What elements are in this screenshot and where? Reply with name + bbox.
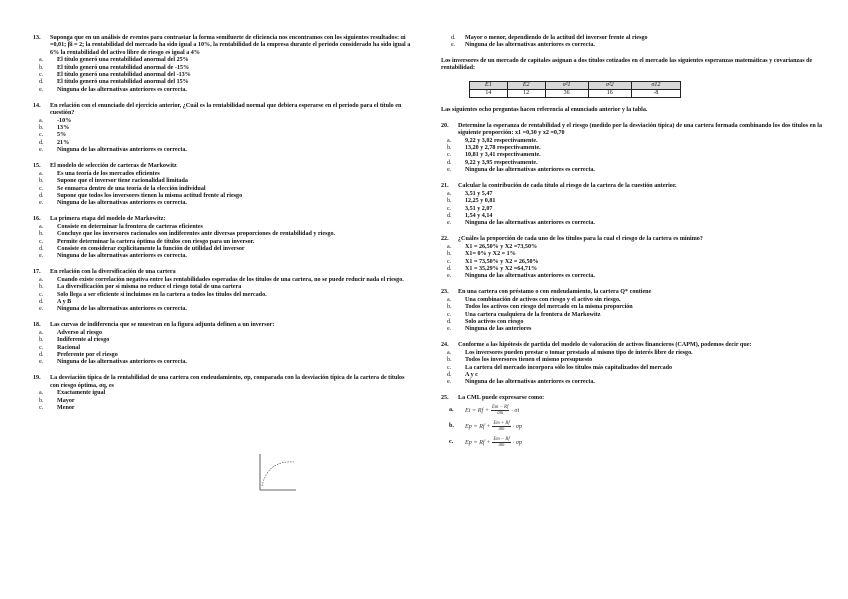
option-text: Ninguna de las alternativas anteriores es correcta. [465,273,595,280]
right-questions [441,123,827,387]
answer-option [441,160,827,167]
option-text: El título generó una rentabilidad anormal del 25% [57,57,189,64]
answer-option [441,191,827,198]
formula-fraction [492,421,510,432]
option-text: Consiste en considerar explícitamente la función de utilidad del inversor [57,245,245,252]
answer-option [33,398,415,405]
answer-option [33,352,415,359]
option-letter: c. [39,291,44,298]
option-text: Ninguna de las anteriores [465,326,532,333]
answer-option [441,152,827,159]
option-text: 3,51 y 5,47 [465,190,493,197]
answer-option [33,186,415,193]
answer-option [33,118,415,125]
answer-option [33,405,415,412]
answer-option [33,246,415,253]
option-letter: e. [447,220,452,227]
question-24 [441,342,827,386]
question-number: 21. [441,183,449,190]
option-text: Los inversores pueden prestar o tomar prestado al mismo tipo de interés libre de riesgo. [465,349,693,356]
option-letter: a. [447,349,452,356]
option-letter: e. [39,253,44,260]
question-21 [441,183,827,227]
table-header-cell: σ²2 [588,81,631,89]
option-letter: a. [39,223,44,230]
table-value-cell: 36 [545,90,588,98]
answer-option [33,330,415,337]
option-letter: b. [39,178,44,185]
answer-option [441,259,827,266]
answer-option [33,132,415,139]
answer-option [33,224,415,231]
option-letter: d. [39,139,44,146]
answer-option [33,72,415,79]
formula-tail: · σp [512,439,522,447]
option-letter: e. [39,306,44,313]
option-letter: d. [451,35,456,41]
option-text: 3,51 y 2,07 [465,205,493,212]
question-line [441,342,827,349]
option-letter: e. [447,379,452,386]
option-letter: a. [447,243,452,250]
question-number: 25. [441,395,449,402]
option-letter: e. [451,42,456,49]
question-text: Determine la esperanza de rentabilidad y el riesgo (medido por la desviación típica) de una cartera formada combinando los dos títulos en la siguiente proporción: x1 =0,30 y x2 =0,70 [458,122,823,137]
option-letter: e. [39,200,44,207]
question-17 [33,269,415,313]
indifference-curve [262,462,294,486]
cml-formula-option [449,419,827,435]
cml-formulas [441,403,827,451]
intro-text: Los inversores de un mercado de capitales asignan a dos títulos cotizados en el mercado las siguientes esperanzas matemáticas y covarianzas de rentabilidad: [441,57,813,72]
option-text: Menor [57,405,75,412]
formula-lhs: Ep = Rf + [465,439,491,447]
answer-option [33,337,415,344]
option-letter: c. [447,205,452,212]
option-text: Ninguna de las alternativas anteriores es correcta. [57,147,187,154]
option-letter: c. [39,238,44,245]
option-text: Todos los activos con riesgo del mercado en la misma proporción [465,304,633,311]
option-letter: d. [447,265,452,272]
option-letter: b. [39,337,44,344]
option-text: Concluye que los inversores racionales son indiferentes ante diversas proporciones de rentabilidad y riesgo. [57,231,336,238]
option-letter: e. [447,326,452,333]
question-text: La CML puede expresarse como: [458,395,545,402]
option-text: 10,81 y 3,41 respectivamente. [465,152,541,159]
option-text: Mayor [57,397,75,404]
answer-option [441,357,827,364]
table-header-cell: σ12 [631,81,680,89]
option-text: Indiferente al riesgo [57,337,110,344]
answer-option [33,359,415,366]
answer-option [33,345,415,352]
option-text: Solo llega a ser eficiente si incluimos en la cartera a todos los títulos del mercado. [57,291,267,298]
option-text: Se enmarca dentro de una teoría de la elección individual [57,185,206,192]
option-letter: b. [447,145,452,152]
option-text: La diversificación por sí misma no reduce el riesgo total de una cartera [57,284,242,291]
option-letter: c. [447,152,452,159]
indifference-curve-figure [258,452,298,492]
question-line [441,123,827,138]
answer-option [441,326,827,333]
option-text: 12,25 y 0,81 [465,198,496,205]
question-number: 19. [33,375,41,382]
option-text: X1 = 35,29% y X2 =64,71% [465,265,538,272]
answer-option [441,365,827,372]
option-text: X1 = 26,50% y X2 =73,50% [465,243,538,250]
answer-option [441,297,827,304]
option-text: 21% [57,139,70,146]
question-number: 24. [441,342,449,349]
question-line [33,322,415,329]
q19-continued [441,35,827,50]
option-letter: c. [447,311,452,318]
option-letter: a. [39,276,44,283]
answer-option [33,253,415,260]
option-letter: a. [39,390,44,397]
answer-option [33,125,415,132]
option-text: Permite determinar la cartera óptima de títulos con riesgo para un inversor. [57,238,255,245]
option-letter: b. [447,304,452,311]
option-text: Todos los inversores tienen el mismo presupuesto [465,357,593,364]
question-15 [33,163,415,207]
question-number: 22. [441,236,449,243]
answer-option [441,244,827,251]
question-line [441,236,827,243]
option-text: A y B [57,298,72,305]
right-column [441,35,827,459]
option-text: Adverso al riesgo [57,329,103,336]
question-text: En relación con el enunciado del ejercicio anterior, ¿Cuál es la rentabilidad normal que debiera esperarse en el periodo para el título en cuestión? [50,102,402,117]
option-text: 13,20 y 2,78 respectivamente. [465,145,541,152]
question-line [441,289,827,296]
question-text: Suponga que en un análisis de eventos para contrastar la forma semifuerte de eficiencia nos encontramos con los siguientes resultados: αi =0,01; βi = 2; la rentabilidad del mercado ha sido igual a 10%, la rentabilidad de la empresa durante el periodo considerado ha sido igual a 6% la rentabilidad del activo libre de riesgo es igual a 4% [50,35,411,56]
fraction-denominator: σm [498,427,505,433]
option-text: Ninguna de las alternativas anteriores es correcta. [57,86,187,93]
formula-tail: · σp [512,423,522,431]
option-text: 9,22 y 3,95 respectivamente. [465,159,538,166]
answer-option [33,390,415,397]
question-13 [33,35,415,94]
option-letter: a. [39,329,44,336]
answer-option [33,171,415,178]
answer-option [33,306,415,313]
option-text: Ninguna de las alternativas anteriores es correcta. [465,220,595,227]
option-text: Es una teoría de los mercados eficientes [57,170,160,177]
option-letter: d. [39,352,44,358]
option-text: Mayor o menor, dependiendo de la actitud del inversor frente al riesgo [465,35,648,41]
option-text: Ninguna de las alternativas anteriores es correcta. [465,167,595,174]
answer-option [33,231,415,238]
answer-option [33,200,415,207]
option-letter: d. [39,298,44,305]
option-letter: d. [447,212,452,219]
option-letter: b. [447,251,452,258]
option-text: 1,54 y 4,14 [465,212,493,219]
answer-option [33,299,415,306]
option-letter: d. [447,159,452,166]
option-text: Cuando existe correlación negativa entre las rentabilidades esperadas de los títulos de una cartera, no se puede reducir nada el riesgo. [57,276,404,283]
question-line [33,163,415,170]
table-value-cell: 16 [588,90,631,98]
table-value-row [470,90,681,98]
option-letter: d. [447,372,452,378]
option-letter: a. [447,137,452,144]
option-text: Ninguna de las alternativas anteriores es correcta. [57,253,187,260]
question-number: 14. [33,102,41,109]
option-letter: b. [39,284,44,291]
option-letter: e. [39,147,44,154]
option-text: Ninguna de las alternativas anteriores es correcta. [57,359,187,366]
answer-option [441,379,827,386]
option-letter: d. [447,318,452,325]
option-text: Una combinación de activos con riesgo y el activo sin riesgo. [465,296,621,303]
option-letter: b. [39,397,44,404]
after-table-text: Las siguientes ocho preguntas hacen referencia al enunciado anterior y la tabla. [441,107,648,114]
answer-option [441,145,827,152]
table-header-cell: E1 [470,81,508,89]
question-line [441,183,827,190]
answer-option [33,193,415,200]
option-letter: b. [447,198,452,205]
option-letter: e. [447,167,452,174]
formula-expression [465,405,519,416]
option-text: Solo activos con riesgo [465,318,524,325]
option-letter: c. [447,258,452,265]
cml-formula-option [449,435,827,451]
option-letter: a. [447,296,452,303]
question-line [33,35,415,57]
table-header-cell: E2 [507,81,545,89]
option-letter: a. [449,407,454,414]
question-line [33,375,415,390]
option-text: Supone que el inversor tiene racionalidad limitada [57,178,188,185]
question-text: Las curvas de indiferencia que se muestran en la figura adjunta definen a un inversor: [50,322,275,329]
option-letter: e. [39,359,44,366]
question-number: 16. [33,216,41,223]
answer-option [441,42,827,49]
option-text: 9,22 y 3,02 respectivamente. [465,137,538,144]
formula-fraction [492,437,510,448]
option-letter: d. [39,192,44,199]
answer-option [441,312,827,319]
option-letter: a. [39,170,44,177]
answer-option [33,292,415,299]
option-letter: c. [39,132,44,139]
question-16 [33,216,415,260]
option-letter: a. [39,57,44,64]
option-text: Exactamente igual [57,390,106,397]
answer-option [441,206,827,213]
question-text: En relación con la diversificación de una cartera [50,269,176,276]
formula-fraction [491,405,509,416]
cml-formula-option [449,403,827,419]
option-text: Supone que todos los inversores tienen la misma actitud frente al riesgo [57,192,243,199]
left-column [33,35,415,421]
option-letter: c. [447,364,452,371]
option-letter: b. [39,125,44,132]
option-letter: d. [39,245,44,252]
question-text: La desviación típica de la rentabilidad de una cartera con endeudamiento, σp, comparada con la desviación típica de la cartera de títulos con riesgo óptima, σq, es [50,375,405,389]
table-header-cell: σ²1 [545,81,588,89]
option-letter: e. [447,273,452,280]
option-letter: c. [39,72,44,79]
question-number: 18. [33,322,41,329]
fraction-denominator: σm [498,443,505,449]
option-letter: b. [39,64,44,71]
option-text: -10% [57,117,72,124]
option-letter: c. [39,185,44,192]
answer-option [441,319,827,326]
question-number: 20. [441,122,449,129]
option-text: El título generó una rentabilidad anormal del 15% [57,79,189,86]
option-text: Consiste en determinar la frontera de carteras eficientes [57,223,203,230]
option-text: X1 = 73,50% y X2 = 26,50% [465,258,539,265]
question-19 [33,375,415,412]
answer-option [33,57,415,64]
question-number: 15. [33,163,41,170]
formula-expression [465,421,522,432]
question-number: 23. [441,289,449,296]
question-22 [441,236,827,280]
option-letter: e. [39,86,44,93]
answer-option [441,167,827,174]
option-letter: c. [39,405,44,412]
answer-option [441,251,827,258]
answer-option [441,304,827,311]
question-25 [441,395,827,450]
table-value-cell: 14 [470,90,508,98]
question-text: El modelo de selección de carteras de Markowitz [50,163,177,170]
table-value-cell: -8 [631,90,680,98]
question-20 [441,123,827,175]
fraction-numerator: Em + Rf [493,421,510,427]
answer-option [441,266,827,273]
fraction-numerator: Em − Rf [493,437,510,443]
answer-option [33,178,415,185]
answer-option [441,138,827,145]
formula-lhs: Ep = Rf + [465,423,491,431]
answer-option [33,65,415,72]
option-letter: c. [449,439,454,446]
question-18 [33,322,415,366]
returns-table [469,81,681,99]
option-text: Racional [57,344,81,351]
answer-option [33,147,415,154]
question-text: Calcular la contribución de cada título al riesgo de la cartera de la cuestión anterior. [458,183,677,190]
question-line [33,103,415,118]
answer-option [33,87,415,94]
answer-option [441,198,827,205]
formula-expression [465,437,522,448]
question-line [33,269,415,276]
answer-option [33,239,415,246]
option-text: 13% [57,125,70,132]
option-letter: a. [39,117,44,124]
question-number: 13. [33,35,41,41]
question-text: ¿Cuáles la proporción de cada uno de los títulos para la cual el riesgo de la cartera es mínimo? [458,236,703,243]
answer-option [441,350,827,357]
option-text: X1= 0% y X2 = 1% [465,251,516,258]
option-letter: c. [39,344,44,351]
answer-option [33,140,415,147]
option-letter: b. [447,357,452,364]
option-text: La cartera del mercado incorpora sólo los títulos más capitalizados del mercado [465,364,673,371]
fraction-numerator: Em − Rf [492,405,509,411]
question-text: Conforme a las hipótesis de partida del modelo de valoración de activos financieros (CAPM), podemos decir que: [458,342,752,349]
table-header-row [470,81,681,89]
option-text: El título generó una rentabilidad anormal del -13% [57,72,191,79]
option-text: A y c [465,372,478,378]
question-text: En una cartera con préstamo o con endeudamiento, la cartera Q* contiene [458,289,652,296]
answer-option [441,273,827,280]
option-letter: b. [39,231,44,238]
option-text: Preferente por el riesgo [57,352,118,358]
question-text: La primera etapa del modelo de Markowitz: [50,216,166,223]
option-text: 5% [57,132,67,139]
answer-option [441,372,827,379]
option-letter: d. [39,79,44,86]
answer-option [441,220,827,227]
option-text: Ninguna de las alternativas anteriores es correcta. [465,42,595,49]
fraction-denominator: σm [497,411,504,417]
question-number: 17. [33,269,41,276]
option-letter: a. [447,190,452,197]
option-text: Ninguna de las alternativas anteriores es correcta. [465,379,595,386]
answer-option [33,79,415,86]
question-line [33,216,415,223]
formula-tail: · σi [511,407,520,415]
answer-option [33,284,415,291]
option-text: Ninguna de las alternativas anteriores es correcta. [57,200,187,207]
table-value-cell: 12 [507,90,545,98]
option-text: Ninguna de las alternativas anteriores es correcta. [57,306,187,313]
formula-lhs: Ei = Rf + [465,407,489,415]
answer-option [441,35,827,42]
question-23 [441,289,827,333]
option-text: Una cartera cualquiera de la frontera de Markowitz [465,311,601,318]
option-text: El título generó una rentabilidad anormal de -15% [57,64,190,71]
answer-option [33,277,415,284]
option-letter: b. [449,423,454,430]
question-14 [33,103,415,155]
answer-option [441,213,827,220]
